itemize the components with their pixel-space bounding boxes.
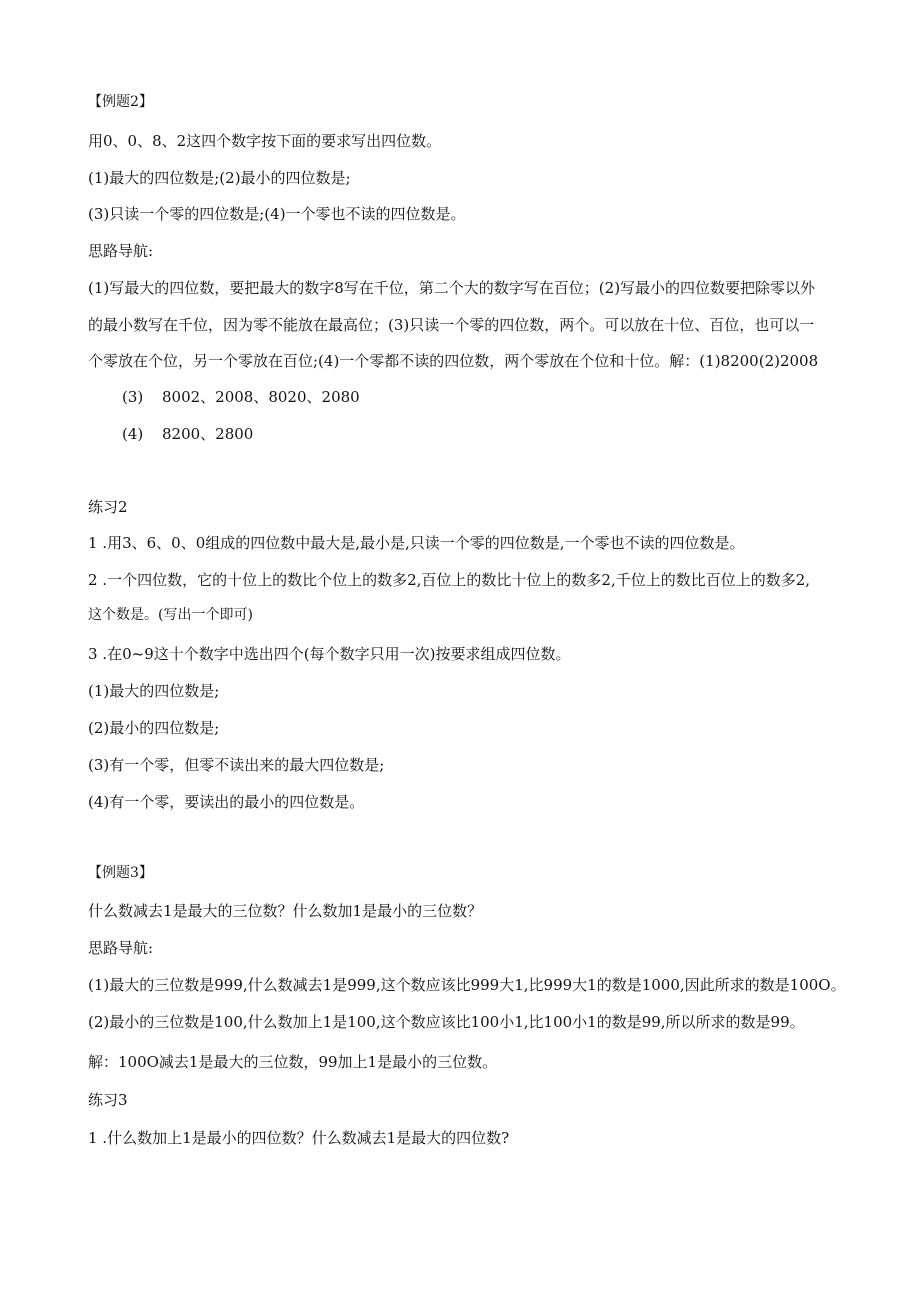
example2-problem: 用0、0、8、2这四个数字按下面的要求写出四位数。 [88,132,442,150]
practice2-item: (4)有一个零，要读出的最小的四位数是。 [88,793,365,811]
example3-hint-line: (2)最小的三位数是100,什么数加上1是100,这个数应该比100小1,比100小1的数是99,所以所求的数是99。 [88,1013,805,1031]
example2-hint-line: 的最小数写在千位，因为零不能放在最高位；(3)只读一个零的四位数，两个。可以放在十位、百位，也可以一 [88,316,815,334]
answer-value: 8002、2008、8020、2080 [162,388,360,406]
practice2-item: (3)有一个零，但零不读出来的最大四位数是; [88,756,385,774]
answer-value: 8200、2800 [162,425,254,443]
example3-heading: 【例题3】 [88,865,153,881]
practice2-item: (1)最大的四位数是; [88,682,220,700]
example2-answer-3 [122,386,360,408]
practice2-item: 这个数是。(写出一个即可) [88,607,253,623]
example3-hint-line: (1)最大的三位数是999,什么数减去1是999,这个数应该比999大1,比999大1的数是1000,因此所求的数是100O。 [88,976,846,994]
answer-label: (4) [122,425,144,443]
example3-problem: 什么数减去1是最大的三位数？什么数加1是最小的三位数？ [88,902,483,920]
answer-label: (3) [122,388,144,406]
example2-hint-line: 个零放在个位，另一个零放在百位;(4)一个零都不读的四位数，两个零放在个位和十位。解：(1)8200(2)2008 [88,352,819,370]
practice3-item: 1 .什么数加上1是最小的四位数？什么数减去1是最大的四位数? [88,1129,510,1147]
example2-heading: 【例题2】 [88,94,153,110]
practice3-heading: 练习3 [88,1091,128,1109]
example3-hint-title: 思路导航: [88,939,154,957]
example3-solution: 解：100O减去1是最大的三位数，99加上1是最小的三位数。 [88,1053,498,1071]
example2-question-1-2: (1)最大的四位数是;(2)最小的四位数是; [88,169,351,187]
practice2-item: 1 .用3、6、0、0组成的四位数中最大是,最小是,只读一个零的四位数是,一个零也不读的四位数是。 [88,534,745,552]
practice2-item: (2)最小的四位数是; [88,719,220,737]
practice2-heading: 练习2 [88,498,128,516]
example2-hint-line: (1)写最大的四位数，要把最大的数字8写在千位，第二个大的数字写在百位；(2)写最小的四位数要把除零以外 [88,279,816,297]
example2-hint-title: 思路导航: [88,242,154,260]
example2-answer-4 [122,423,253,445]
practice2-item: 3 .在0~9这十个数字中选出四个(每个数字只用一次)按要求组成四位数。 [88,645,571,663]
practice2-item: 2 .一个四位数，它的十位上的数比个位上的数多2,百位上的数比十位上的数多2,千位上的数比百位上的数多2, [88,571,811,589]
example2-question-3-4: (3)只读一个零的四位数是;(4)一个零也不读的四位数是。 [88,205,466,223]
